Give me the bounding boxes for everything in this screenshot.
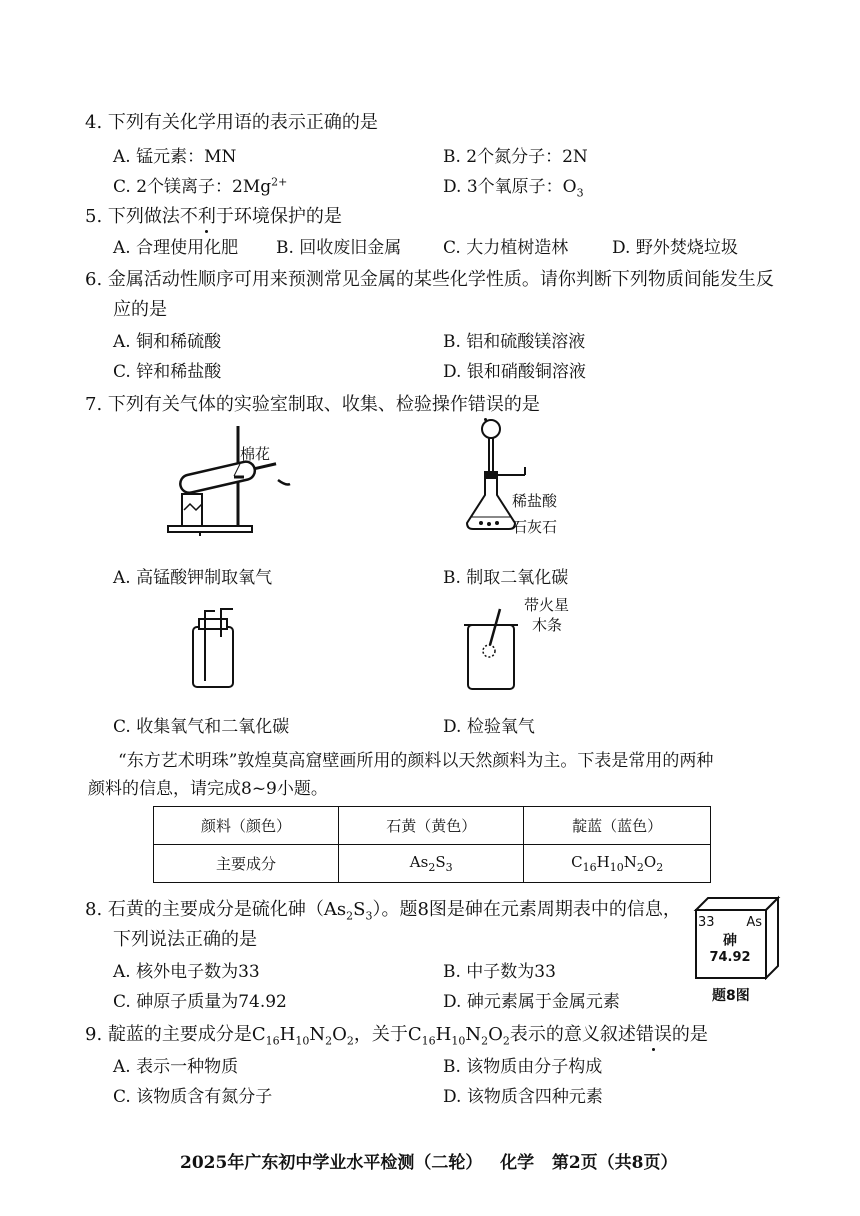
q7-option-b: B. 制取二氧化碳 <box>443 568 569 588</box>
q8-option-c: C. 砷原子质量为74.92 <box>113 992 287 1012</box>
periodic-cell <box>698 915 762 965</box>
table-header-row <box>154 807 711 845</box>
q7-option-d: D. 检验氧气 <box>443 717 535 737</box>
q5-option-b: B. 回收废旧金属 <box>276 238 402 258</box>
q6-option-d: D. 银和硝酸铜溶液 <box>443 362 586 382</box>
q4-option-d <box>443 172 584 199</box>
q6-option-c: C. 锌和稀盐酸 <box>113 362 222 382</box>
table-cell-as2s3: $As_2S_3$ <box>339 845 524 883</box>
apparatus-a-diagram <box>160 420 300 540</box>
table-header-orpiment: 石黄（黄色） <box>339 807 524 845</box>
q4-option-d-subscript: 3 <box>576 186 584 200</box>
q5-option-c: C. 大力植树造林 <box>443 238 569 258</box>
q4-option-b: B. 2个氮分子：2N <box>443 147 588 167</box>
q7-stem-pre: 7. 下列有关气体的实验室制取、收集、检验操作 <box>85 394 468 415</box>
q7-stem <box>85 390 540 416</box>
q4-option-d-text: D. 3个氧原子：O <box>443 177 577 197</box>
atomic-mass: 74.92 <box>709 950 751 965</box>
q9-option-c: C. 该物质含有氮分子 <box>113 1087 273 1107</box>
q9-stem: 9. 靛蓝的主要成分是$C_{16}H_{10}N_2O_2$，关于$C_{16}H_{10}N_2O_2$表示的意义叙述错误的是 <box>85 1024 708 1048</box>
q8-option-d: D. 砷元素属于金属元素 <box>443 992 620 1012</box>
q7-stem-emphasis: 错误 <box>467 394 504 415</box>
periodic-cell-top <box>698 915 762 930</box>
apparatus-c-diagram <box>185 605 245 690</box>
q4-option-c-charge: 2+ <box>271 175 288 189</box>
label-cotton: 棉花 <box>240 445 271 463</box>
table-header-pigment: 颜料（颜色） <box>154 807 339 845</box>
q7-option-a: A. 高锰酸钾制取氧气 <box>113 568 273 588</box>
page-footer: 2025年广东初中学业水平检测（二轮） 化学 第2页（共8页） <box>180 1153 678 1173</box>
intro-line-1: “东方艺术明珠”敦煌莫高窟壁画所用的颜料以天然颜料为主。下表是常用的两种 <box>118 751 714 771</box>
q6-option-b: B. 铝和硫酸镁溶液 <box>443 332 586 352</box>
q5-stem-post: 环境保护的是 <box>233 206 342 227</box>
q7-stem-post: 的是 <box>503 394 540 415</box>
q8-option-b: B. 中子数为33 <box>443 962 556 982</box>
q5-stem-pre: 5. 下列做法 <box>85 206 180 227</box>
q5-stem-emphasis: 不利于 <box>179 206 234 227</box>
q5-option-d: D. 野外焚烧垃圾 <box>612 238 738 258</box>
intro-line-2: 颜料的信息，请完成8~9小题。 <box>88 779 328 799</box>
pigment-table <box>153 806 711 883</box>
element-name: 砷 <box>723 933 737 949</box>
q9-option-d: D. 该物质含四种元素 <box>443 1087 603 1107</box>
q9-option-a: A. 表示一种物质 <box>113 1057 239 1077</box>
table-row <box>154 845 711 883</box>
atomic-number: 33 <box>698 915 715 930</box>
q4-option-c <box>113 172 287 197</box>
table-cell-indigo-formula: $C_{16}H_{10}N_2O_2$ <box>524 845 711 883</box>
q4-option-c-text: C. 2个镁离子：2Mg <box>113 177 272 197</box>
q7-option-c: C. 收集氧气和二氧化碳 <box>113 717 290 737</box>
label-glowing-splint-1: 带火星 <box>524 596 570 614</box>
figure-8-caption: 题8图 <box>712 988 750 1004</box>
label-limestone: 石灰石 <box>512 518 558 536</box>
apparatus-d-diagram <box>460 605 530 695</box>
q4-option-a: A. 锰元素：MN <box>113 147 237 167</box>
q6-stem-line1: 6. 金属活动性顺序可用来预测常见金属的某些化学性质。请你判断下列物质间能发生反 <box>85 269 774 290</box>
table-header-indigo: 靛蓝（蓝色） <box>524 807 711 845</box>
table-cell-main-component: 主要成分 <box>154 845 339 883</box>
q5-stem <box>85 202 342 228</box>
label-glowing-splint-2: 木条 <box>532 616 563 634</box>
q5-option-a: A. 合理使用化肥 <box>113 238 239 258</box>
q8-stem-line1: 8. 石黄的主要成分是硫化砷$(As_2S_3)$。题8图是砷在元素周期表中的信息， <box>85 899 681 923</box>
q6-stem-line2: 应的是 <box>113 299 167 320</box>
q8-option-a: A. 核外电子数为33 <box>113 962 260 982</box>
q9-stem-emphasis: 错误 <box>635 1024 672 1045</box>
q8-stem-line2: 下列说法正确的是 <box>113 929 257 950</box>
q4-stem: 4. 下列有关化学用语的表示正确的是 <box>85 112 378 133</box>
element-symbol: As <box>746 915 762 930</box>
q6-option-a: A. 铜和稀硫酸 <box>113 332 222 352</box>
label-dilute-hcl: 稀盐酸 <box>512 492 558 510</box>
q9-option-b: B. 该物质由分子构成 <box>443 1057 603 1077</box>
